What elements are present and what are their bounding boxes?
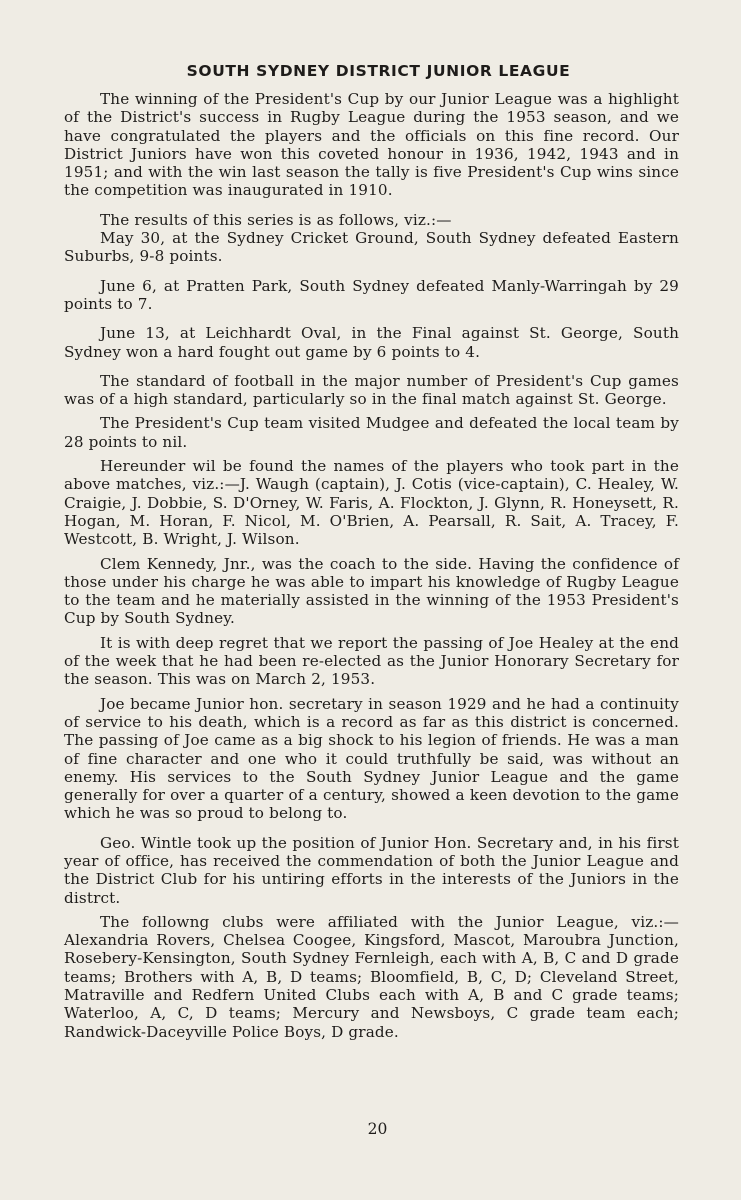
paragraph-healey-passing: It is with deep regret that we report the passing of Joe Healey at the end of the week that he had been re-elected as the Junior Honorary Secretary for the season. This was on March 2, 1953. <box>64 633 679 689</box>
paragraph-mudgee: The President's Cup team visited Mudgee and defeated the local team by 28 points to nil. <box>64 414 679 451</box>
paragraph-players: Hereunder wil be found the names of the players who took part in the above matches, viz.:—J. Waugh (captain), J. Cotis (vice-captain), C. Healey, W. Craigie, J. Dobbie, S. D'Orney, W. Faris, A. Flockton, J. Glynn, R. Honeysett, R. Hogan, M. Horan, F. Nicol, M. O'Brien, A. Pearsall, R. Sait, A. Tracey, F. Westcott, B. Wright, J. Wilson. <box>64 457 679 549</box>
paragraph-standard: The standard of football in the major number of President's Cup games was of a high standard, particularly so in the final match against St. George. <box>64 371 679 409</box>
paragraph-clubs: The followng clubs were affiliated with the Junior League, viz.:— Alexandria Rovers, Chelsea Coogee, Kingsford, Mascot, Maroubra Junction, Rosebery-Kensington, South Sydney Fernleigh, each with A, B, C and D grade teams; Brothers with A, B, D teams; Bloomfield, B, C, D; Cleveland Street, Matraville and Redfern United Clubs each with A, B and C grade teams; Waterloo, A, C, D teams; Mercury and Newsboys, C grade team each; Randwick-Daceyville Police Boys, D grade. <box>64 912 679 1041</box>
paragraph-result-june-13: June 13, at Leichhardt Oval, in the Final against St. George, South Sydney won a hard fought out game by 6 points to 4. <box>64 324 679 361</box>
paragraph-healey-service: Joe became Junior hon. secretary in season 1929 and he had a continuity of service to his death, which is a record as far as this district is concerned. The passing of Joe came as a big shock to his legion of friends. He was a man of fine character and one who it could truthfully be said, was without an enemy. His services to the South Sydney Junior League and the game generally for over a quarter of a century, showed a keen devotion to the game which he was so proud to belong to. <box>64 694 679 823</box>
paragraph-wintle: Geo. Wintle took up the position of Junior Hon. Secretary and, in his first year of office, has received the commendation of both the Junior League and the District Club for his untiring efforts in the interests of the Juniors in the distrct. <box>64 833 679 907</box>
paragraph-result-june-6: June 6, at Pratten Park, South Sydney defeated Manly-Warringah by 29 points to 7. <box>64 276 679 313</box>
paragraph-coach: Clem Kennedy, Jnr., was the coach to the side. Having the confidence of those under his charge he was able to impart his knowledge of Rugby League to the team and he materially assisted in the winning of the 1953 President's Cup by South Sydney. <box>64 554 679 628</box>
paragraph-result-may-30: May 30, at the Sydney Cricket Ground, South Sydney defeated Eastern Suburbs, 9-8 points. <box>64 229 679 266</box>
page-number: 20 <box>367 1120 388 1138</box>
page-title: SOUTH SYDNEY DISTRICT JUNIOR LEAGUE <box>186 62 571 80</box>
paragraph-cup-win: The winning of the President's Cup by our Junior League was a highlight of the District's success in Rugby League during the 1953 season, and we have congratulated the players and the officials on this fine record. Our District Juniors have won this coveted honour in 1936, 1942, 1943 and in 1951; and with the win last season the tally is five President's Cup wins since the competition was inaugurated in 1910. <box>64 90 679 200</box>
paragraph-results-intro: The results of this series is as follows, viz.:— <box>100 210 452 229</box>
